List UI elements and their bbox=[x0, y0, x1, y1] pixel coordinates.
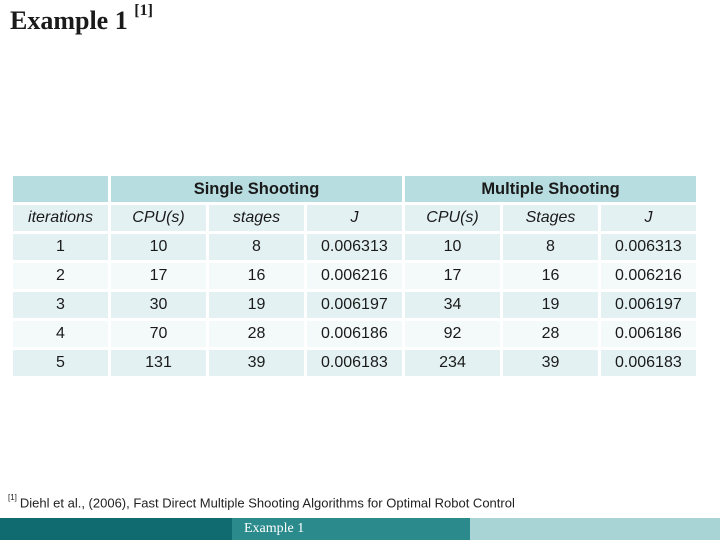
table-cell: 0.006197 bbox=[601, 292, 696, 318]
column-header: J bbox=[601, 205, 696, 231]
table-cell: 39 bbox=[209, 350, 304, 376]
slide-title-reference: [1] bbox=[134, 2, 153, 20]
table-cell: 10 bbox=[111, 234, 206, 260]
table-cell: 0.006186 bbox=[601, 321, 696, 347]
footnote bbox=[8, 495, 515, 510]
table-cell: 4 bbox=[13, 321, 108, 347]
table-cell: 234 bbox=[405, 350, 500, 376]
table-cell: 19 bbox=[209, 292, 304, 318]
results-table bbox=[10, 173, 699, 379]
column-header: CPU(s) bbox=[111, 205, 206, 231]
table-cell: 30 bbox=[111, 292, 206, 318]
slide-title-text: Example 1 bbox=[10, 6, 128, 35]
slide-title bbox=[10, 2, 153, 36]
table-cell: 2 bbox=[13, 263, 108, 289]
footer-bar bbox=[0, 518, 720, 540]
column-header-row bbox=[13, 205, 696, 231]
table-cell: 0.006216 bbox=[601, 263, 696, 289]
column-header: J bbox=[307, 205, 402, 231]
table-cell: 17 bbox=[405, 263, 500, 289]
table-row bbox=[13, 350, 696, 376]
table-cell: 8 bbox=[209, 234, 304, 260]
table-row bbox=[13, 263, 696, 289]
table-cell: 10 bbox=[405, 234, 500, 260]
footnote-text: Diehl et al., (2006), Fast Direct Multiple Shooting Algorithms for Optimal Robot Control bbox=[19, 495, 515, 511]
table-cell: 131 bbox=[111, 350, 206, 376]
table-cell: 0.006183 bbox=[601, 350, 696, 376]
table-cell: 19 bbox=[503, 292, 598, 318]
column-header: stages bbox=[209, 205, 304, 231]
table-cell: 0.006186 bbox=[307, 321, 402, 347]
table-cell: 0.006183 bbox=[307, 350, 402, 376]
footer-band-middle bbox=[232, 518, 470, 540]
table-cell: 5 bbox=[13, 350, 108, 376]
table-cell: 3 bbox=[13, 292, 108, 318]
table-cell: 8 bbox=[503, 234, 598, 260]
table-cell: 1 bbox=[13, 234, 108, 260]
table-cell: 0.006216 bbox=[307, 263, 402, 289]
table-cell: 17 bbox=[111, 263, 206, 289]
group-header-row bbox=[13, 176, 696, 202]
footer-band-right bbox=[470, 518, 720, 540]
column-header: CPU(s) bbox=[405, 205, 500, 231]
table-row bbox=[13, 234, 696, 260]
table-cell: 34 bbox=[405, 292, 500, 318]
table-cell: 0.006197 bbox=[307, 292, 402, 318]
table-cell: 0.006313 bbox=[307, 234, 402, 260]
multiple-shooting-header: Multiple Shooting bbox=[405, 176, 696, 202]
footnote-marker: [1] bbox=[8, 493, 17, 502]
footer-label: Example 1 bbox=[244, 521, 305, 536]
footer-band-left bbox=[0, 518, 232, 540]
table-row bbox=[13, 292, 696, 318]
table-cell: 28 bbox=[503, 321, 598, 347]
column-header: Stages bbox=[503, 205, 598, 231]
column-header: iterations bbox=[13, 205, 108, 231]
table-row bbox=[13, 321, 696, 347]
table-cell: 28 bbox=[209, 321, 304, 347]
table-cell: 0.006313 bbox=[601, 234, 696, 260]
table-cell: 70 bbox=[111, 321, 206, 347]
corner-cell bbox=[13, 176, 108, 202]
single-shooting-header: Single Shooting bbox=[111, 176, 402, 202]
table-cell: 39 bbox=[503, 350, 598, 376]
table-cell: 16 bbox=[503, 263, 598, 289]
table-cell: 92 bbox=[405, 321, 500, 347]
table-cell: 16 bbox=[209, 263, 304, 289]
